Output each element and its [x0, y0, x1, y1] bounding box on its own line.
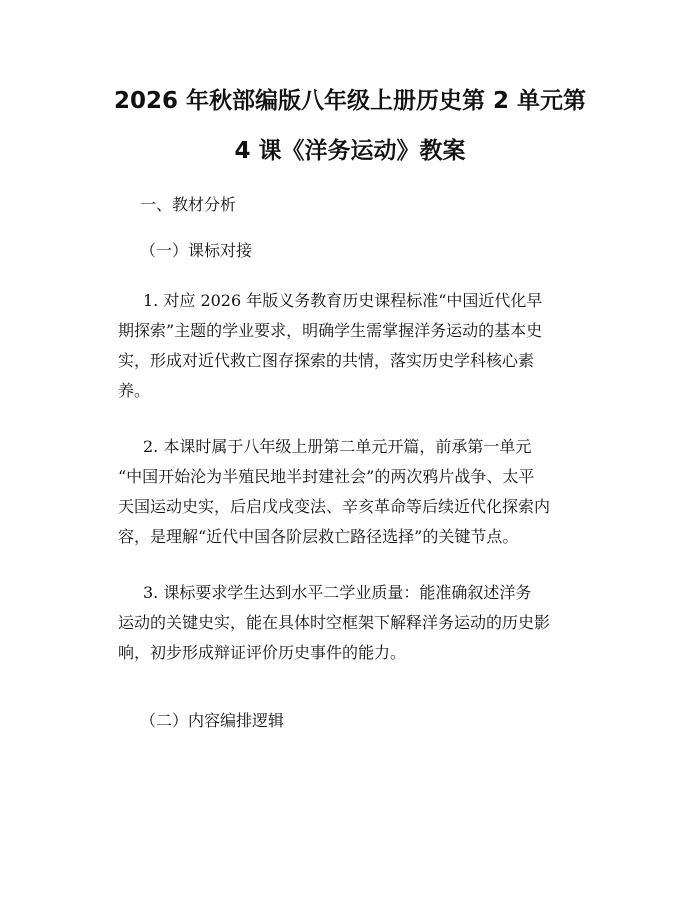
paragraph-1: [118, 286, 588, 406]
section-heading-textbook-analysis: 一、教材分析: [140, 195, 237, 214]
paragraph-3-line-1: 3. 课标要求学生达到水平二学业质量：能准确叙述洋务: [143, 583, 532, 602]
subsection-heading-curriculum-alignment: （一）课标对接: [140, 241, 253, 260]
paragraph-2-line-4: 容，是理解“近代中国各阶层救亡路径选择”的关键节点。: [118, 527, 519, 546]
paragraph-3: [118, 578, 588, 668]
paragraph-1-line-1: 1. 对应 2026 年版义务教育历史课程标准“中国近代化早: [143, 291, 543, 310]
document-title-line-1: 2026 年秋部编版八年级上册历史第 2 单元第: [113, 88, 587, 114]
paragraph-2-line-2: “中国开始沦为半殖民地半封建社会”的两次鸦片战争、太平: [118, 467, 535, 486]
paragraph-1-line-3: 实，形成对近代救亡图存探索的共情，落实历史学科核心素: [118, 351, 535, 370]
paragraph-1-line-2: 期探索”主题的学业要求，明确学生需掌握洋务运动的基本史: [118, 321, 543, 340]
paragraph-2: [118, 432, 588, 552]
paragraph-2-line-3: 天国运动史实，后启戊戌变法、辛亥革命等后续近代化探索内: [118, 497, 551, 516]
paragraph-3-line-3: 响，初步形成辩证评价历史事件的能力。: [118, 643, 407, 662]
paragraph-1-line-4: 养。: [118, 381, 151, 400]
document-title-line-2: 4 课《洋务运动》教案: [234, 138, 466, 164]
subsection-heading-content-arrangement: （二）内容编排逻辑: [140, 711, 285, 730]
paragraph-2-line-1: 2. 本课时属于八年级上册第二单元开篇，前承第一单元: [143, 437, 532, 456]
paragraph-3-line-2: 运动的关键史实，能在具体时空框架下解释洋务运动的历史影: [118, 613, 551, 632]
